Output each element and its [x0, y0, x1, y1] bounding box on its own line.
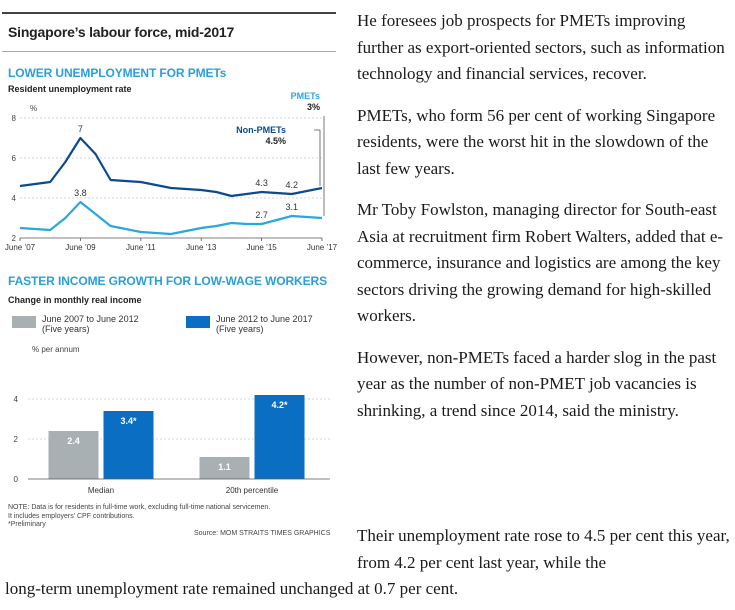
- article-paragraph-5: [0, 523, 735, 603]
- income-bar-chart: [0, 0, 340, 500]
- y-tick-6: 6: [11, 154, 16, 163]
- x-tick-0: June ’07: [4, 243, 36, 252]
- pmets-value-label: 3%: [306, 102, 320, 112]
- article-paragraph-5-line1: Their unemployment rate rose to 4.5 per cent this year, from 4.2 per cent last year, while the: [357, 526, 730, 572]
- x-tick-1: June ’09: [65, 243, 96, 252]
- bar-label-1-0: 1.1: [218, 462, 231, 472]
- y-tick-4: 4: [11, 194, 16, 203]
- bar-y-tick-2: 2: [13, 435, 18, 444]
- point-label-5: 3.1: [285, 202, 299, 212]
- pmets-label: PMETs: [290, 91, 320, 101]
- nonpmets-label: Non-PMETs: [236, 125, 286, 135]
- x-tick-5: June ’17: [306, 243, 338, 252]
- infographic: [0, 0, 340, 548]
- legend-2007-2012-line2: (Five years): [42, 324, 90, 334]
- point-label-4: 2.7: [255, 210, 268, 220]
- note-line-3: *Preliminary: [8, 521, 46, 528]
- bar-label-0-0: 2.4: [67, 436, 80, 446]
- infographic-title: Singapore’s labour force, mid-2017: [8, 24, 235, 40]
- note-line-2: It includes employers’ CPF contributions.: [8, 512, 135, 520]
- bar-category-1: 20th percentile: [225, 486, 279, 495]
- y-tick-2: 2: [11, 234, 16, 243]
- point-label-1: 3.8: [74, 188, 87, 198]
- legend-2012-2017-line2: (Five years): [216, 324, 264, 334]
- legend-2012-2017-line1: June 2012 to June 2017: [216, 314, 313, 324]
- income-subheading: Change in monthly real income: [8, 295, 142, 305]
- bar-label-0-1: 3.4*: [120, 416, 137, 426]
- unemployment-subheading: Resident unemployment rate: [8, 84, 132, 94]
- point-label-3: 4.2: [285, 180, 299, 190]
- bar-label-1-1: 4.2*: [271, 400, 288, 410]
- infographic-source: Source: MOM STRAITS TIMES GRAPHICS: [194, 530, 331, 537]
- article-paragraph-4: However, non-PMETs faced a harder slog in the past year as the number of non-PMET job vacancies is shrinking, a trend since 2014, said the ministry.: [357, 347, 717, 420]
- article-paragraph-5-line2: long-term unemployment rate remained unchanged at 0.7 per cent.: [5, 579, 459, 598]
- y-tick-8: 8: [11, 114, 16, 123]
- point-label-2: 4.3: [255, 178, 268, 188]
- x-tick-4: June ’15: [246, 243, 277, 252]
- bar-y-tick-4: 4: [13, 395, 18, 404]
- article-paragraph-2: PMETs, who form 56 per cent of working Singapore residents, were the worst hit in the slowdown of the last few years.: [357, 105, 716, 178]
- article-paragraph-3: Mr Toby Fowlston, managing director for South-east Asia at recruitment firm Robert Walters, added that e-commerce, insurance and logistics are among the key sectors driving the growing demand for high-skilled workers.: [357, 200, 724, 325]
- point-label-0: 7: [77, 124, 83, 134]
- unemployment-heading: LOWER UNEMPLOYMENT FOR PMETs: [8, 66, 227, 80]
- income-heading: FASTER INCOME GROWTH FOR LOW-WAGE WORKERS: [8, 274, 327, 288]
- nonpmets-value-label: 4.5%: [265, 136, 286, 146]
- bar-y-tick-0: 0: [13, 475, 18, 484]
- note-line-1: NOTE: Data is for residents in full-time work, excluding full-time national servicemen.: [8, 504, 271, 511]
- article-body: [357, 8, 729, 439]
- article-paragraph-1: He foresees job prospects for PMETs improving further as export-oriented sectors, such as information technology and financial services, recover.: [357, 11, 725, 83]
- income-unit-label: % per annum: [32, 345, 80, 354]
- legend-2007-2012-line1: June 2007 to June 2012: [42, 314, 139, 324]
- x-tick-3: June ’13: [186, 243, 217, 252]
- x-tick-2: June ’11: [125, 243, 156, 252]
- unemployment-unit-label: %: [30, 104, 38, 113]
- bar-category-0: Median: [87, 486, 115, 495]
